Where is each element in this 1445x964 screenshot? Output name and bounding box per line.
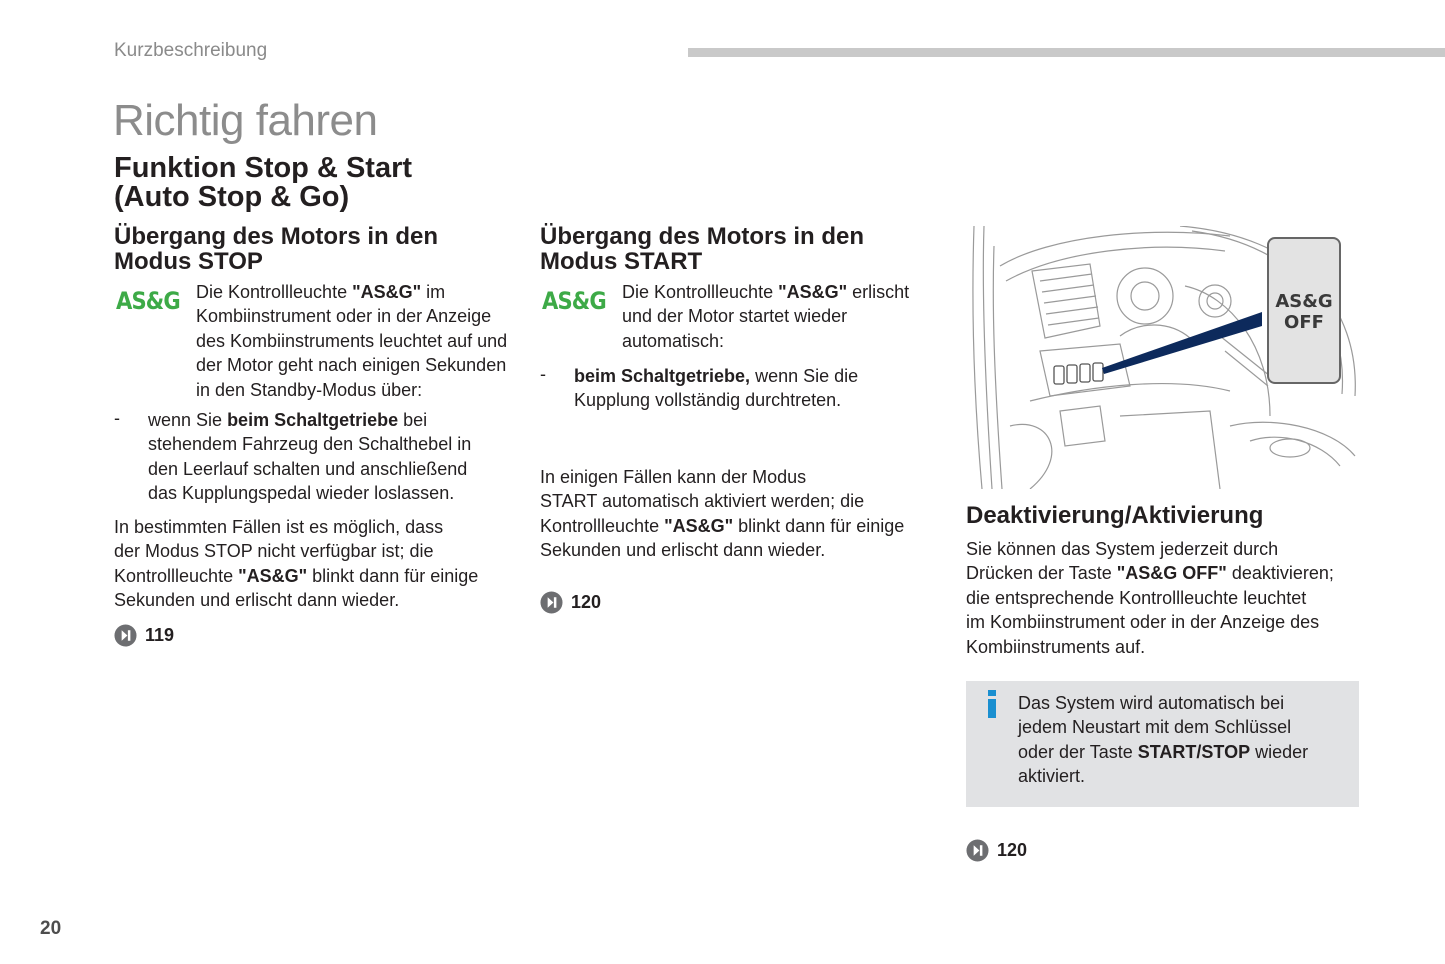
text-run: und der Motor startet wieder xyxy=(622,306,848,327)
asg-indicator-icon: AS&G xyxy=(116,287,180,315)
text-line xyxy=(622,304,909,328)
text-run: wieder xyxy=(1250,741,1309,762)
text-run: automatisch: xyxy=(622,330,725,351)
text-run: die entsprechende Kontrollleuchte leuchtet xyxy=(966,587,1307,608)
stop-mode-heading-line1: Übergang des Motors in den xyxy=(114,223,439,250)
text-line xyxy=(1018,691,1308,715)
text-line xyxy=(966,635,1334,659)
text-line xyxy=(148,481,471,505)
page-reference-number: 120 xyxy=(997,840,1028,860)
stop-mode-bullet xyxy=(148,408,471,506)
text-line xyxy=(114,539,478,563)
text-line xyxy=(1018,764,1308,788)
text-line xyxy=(196,353,507,377)
text-line xyxy=(574,364,858,388)
start-mode-bullet xyxy=(574,364,858,413)
text-line xyxy=(1018,715,1308,739)
dashboard-illustration xyxy=(970,226,1359,489)
text-line xyxy=(196,304,507,328)
text-run: aktiviert. xyxy=(1018,766,1086,787)
text-run: im xyxy=(421,282,446,302)
text-run: Die Kontrollleuchte xyxy=(196,282,353,302)
text-run: In einigen Fällen kann der Modus xyxy=(540,467,807,487)
text-run: jedem Neustart mit dem Schlüssel xyxy=(1018,717,1292,738)
text-run: blinkt dann für einige xyxy=(307,565,479,586)
start-mode-note xyxy=(540,465,904,563)
text-line xyxy=(114,515,478,539)
text-line xyxy=(148,408,471,432)
asg-indicator-icon: AS&G xyxy=(542,287,606,315)
page-reference-number: 119 xyxy=(145,625,175,645)
text-run: den Leerlauf schalten und anschließend xyxy=(148,458,468,479)
text-line xyxy=(1018,740,1308,764)
section-title-line2: (Auto Stop & Go) xyxy=(114,181,350,213)
deactivation-heading: Deaktivierung/Aktivierung xyxy=(966,502,1264,529)
text-run: der Motor geht nach einigen Sekunden xyxy=(196,355,507,376)
text-run: Drücken der Taste xyxy=(966,563,1117,584)
page-number: 20 xyxy=(40,918,62,939)
text-line xyxy=(114,588,478,612)
text-run: oder der Taste xyxy=(1018,741,1138,762)
text-run: stehendem Fahrzeug den Schalthebel in xyxy=(148,434,472,455)
start-mode-heading-line1: Übergang des Motors in den xyxy=(540,223,865,250)
info-icon xyxy=(987,690,997,718)
section-title xyxy=(114,154,412,212)
start-mode-heading xyxy=(540,224,864,274)
stop-mode-heading xyxy=(114,224,438,274)
emphasis-text: "AS&G" xyxy=(778,282,848,302)
text-line xyxy=(966,537,1334,561)
text-line xyxy=(622,329,909,353)
section-title-line1: Funktion Stop & Start xyxy=(114,152,413,184)
start-mode-heading-line2: Modus START xyxy=(540,248,703,275)
text-run: deaktivieren; xyxy=(1226,563,1334,584)
text-line xyxy=(196,329,507,353)
page-reference-icon xyxy=(966,839,989,862)
text-run: blinkt dann für einige xyxy=(733,515,905,536)
text-line xyxy=(622,280,909,304)
text-run: Kombiinstrument oder in der Anzeige xyxy=(196,306,492,327)
page-reference[interactable] xyxy=(540,591,601,614)
text-run: Kombiinstruments auf. xyxy=(966,636,1146,657)
text-line xyxy=(196,280,507,304)
stop-mode-heading-line2: Modus STOP xyxy=(114,248,263,275)
text-run: Kupplung vollständig durchtreten. xyxy=(574,390,842,411)
text-run: in den Standby-Modus über: xyxy=(196,379,423,400)
text-line xyxy=(540,465,904,489)
text-run: Kontrollleuchte xyxy=(540,515,665,536)
text-run: bei xyxy=(398,410,428,430)
text-line xyxy=(540,538,904,562)
text-run: das Kupplungspedal wieder loslassen. xyxy=(148,483,455,504)
page-reference[interactable] xyxy=(114,624,174,647)
page-reference-number: 120 xyxy=(571,592,602,612)
button-label-line1: AS&G xyxy=(1275,291,1333,312)
text-run: Die Kontrollleuchte xyxy=(622,282,779,302)
text-run: Sekunden und erlischt dann wieder. xyxy=(540,540,826,561)
text-line xyxy=(148,457,471,481)
bullet-dash: - xyxy=(114,408,120,428)
header-rule xyxy=(688,48,1445,57)
text-run: Sekunden und erlischt dann wieder. xyxy=(114,590,400,611)
text-run: START automatisch aktiviert werden; die xyxy=(540,491,865,512)
deactivation-text xyxy=(966,537,1334,659)
page-reference-icon xyxy=(540,591,563,614)
text-run: wenn Sie die xyxy=(750,366,859,386)
button-label-line2: OFF xyxy=(1284,312,1324,333)
text-line xyxy=(966,610,1334,634)
emphasis-text: beim Schaltgetriebe, xyxy=(574,366,751,386)
emphasis-text: "AS&G" xyxy=(238,565,308,586)
emphasis-text: "AS&G" xyxy=(352,282,422,302)
bullet-dash: - xyxy=(540,364,546,384)
stop-mode-note xyxy=(114,515,478,613)
text-line xyxy=(966,561,1334,585)
section-label: Kurzbeschreibung xyxy=(114,40,268,61)
text-line xyxy=(114,564,478,588)
text-run: wenn Sie xyxy=(148,410,228,430)
text-run: In bestimmten Fällen ist es möglich, dass xyxy=(114,517,444,537)
page-reference[interactable] xyxy=(966,839,1027,862)
text-run: Kontrollleuchte xyxy=(114,565,239,586)
text-line xyxy=(148,432,471,456)
text-line xyxy=(574,388,858,412)
page-reference-icon xyxy=(114,624,137,647)
text-run: des Kombiinstruments leuchtet auf und xyxy=(196,330,508,351)
stop-mode-intro xyxy=(196,280,507,402)
emphasis-text: beim Schaltgetriebe xyxy=(227,410,399,430)
text-run: erlischt xyxy=(847,282,910,302)
text-run: im Kombiinstrument oder in der Anzeige des xyxy=(966,612,1320,633)
emphasis-text: "AS&G" xyxy=(664,515,734,536)
text-line xyxy=(196,378,507,402)
emphasis-text: START/STOP xyxy=(1137,741,1251,762)
text-line xyxy=(540,489,904,513)
text-run: Das System wird automatisch bei xyxy=(1018,693,1285,713)
text-run: Sie können das System jederzeit durch xyxy=(966,539,1279,559)
info-text xyxy=(1018,691,1308,789)
text-line xyxy=(540,514,904,538)
start-mode-intro xyxy=(622,280,909,353)
text-run: der Modus STOP nicht verfügbar ist; die xyxy=(114,541,434,562)
text-line xyxy=(966,586,1334,610)
page-title: Richtig fahren xyxy=(113,96,378,145)
emphasis-text: "AS&G OFF" xyxy=(1116,563,1227,584)
